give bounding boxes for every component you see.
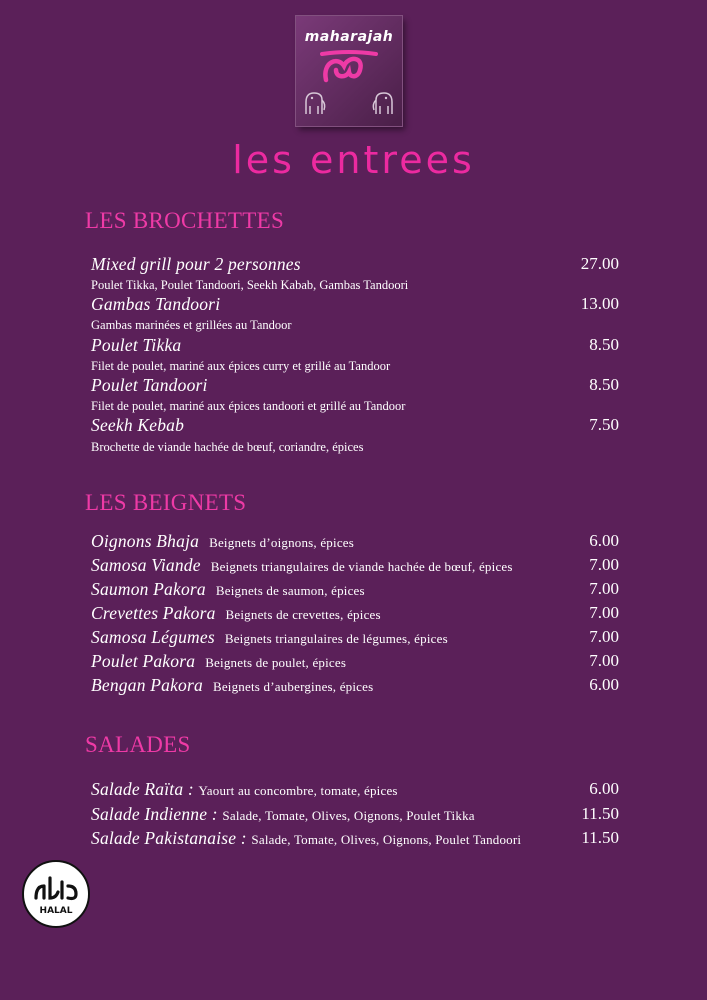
item-name: Saumon Pakora Beignets de saumon, épices	[91, 579, 365, 599]
item-price: 7.00	[589, 579, 619, 598]
elephant-icon	[302, 88, 328, 116]
page-title: les entrees	[232, 138, 475, 182]
item-name: Seekh Kebab	[91, 415, 185, 435]
halal-badge	[22, 860, 90, 928]
menu-item	[91, 828, 619, 852]
halal-label: HALAL	[39, 906, 73, 916]
menu-item	[91, 335, 619, 359]
item-description: Beignets de poulet, épices	[205, 655, 347, 670]
item-name: Oignons Bhaja Beignets d’oignons, épices	[91, 531, 355, 551]
menu-item	[91, 555, 619, 579]
menu-item	[91, 579, 619, 603]
item-description: Brochette de viande hachée de bœuf, coriandre, épices	[91, 440, 364, 454]
item-price: 7.50	[589, 415, 619, 434]
item-description: Salade, Tomate, Olives, Oignons, Poulet Tikka	[222, 808, 475, 823]
halal-arabic-icon	[32, 872, 80, 904]
menu-item	[91, 415, 619, 439]
item-name: Salade Pakistanaise : Salade, Tomate, Olives, Oignons, Poulet Tandoori	[91, 828, 522, 848]
menu-item	[91, 675, 619, 699]
section-title-salades: SALADES	[85, 732, 191, 757]
item-description: Beignets d’aubergines, épices	[212, 679, 374, 694]
item-description: Salade, Tomate, Olives, Oignons, Poulet Tandoori	[251, 832, 522, 847]
item-name: Poulet Pakora Beignets de poulet, épices	[91, 651, 347, 671]
item-price: 13.00	[580, 294, 619, 313]
m-emblem-icon	[314, 48, 384, 84]
item-price: 11.50	[581, 804, 619, 823]
item-name: Bengan Pakora Beignets d’aubergines, épices	[91, 675, 374, 695]
item-price: 7.00	[589, 555, 619, 574]
item-description: Beignets triangulaires de légumes, épices	[224, 631, 448, 646]
elephant-icon	[370, 88, 396, 116]
item-name: Crevettes Pakora Beignets de crevettes, épices	[91, 603, 381, 623]
item-description: Gambas marinées et grillées au Tandoor	[91, 318, 292, 332]
menu-item	[91, 779, 619, 803]
item-name: Samosa Légumes Beignets triangulaires de légumes, épices	[91, 627, 448, 647]
item-description: Filet de poulet, mariné aux épices curry et grillé au Tandoor	[91, 359, 391, 373]
item-description: Beignets triangulaires de viande hachée de bœuf, épices	[210, 559, 513, 574]
item-description: Beignets d’oignons, épices	[209, 535, 355, 550]
item-price: 7.00	[589, 651, 619, 670]
item-price: 7.00	[589, 603, 619, 622]
item-price: 6.00	[589, 675, 619, 694]
menu-item	[91, 603, 619, 627]
section-title-brochettes: LES BROCHETTES	[85, 208, 285, 233]
item-price: 6.00	[589, 531, 619, 550]
item-price: 8.50	[589, 375, 619, 394]
menu-item	[91, 804, 619, 828]
item-description: Beignets de saumon, épices	[215, 583, 365, 598]
item-price: 6.00	[589, 779, 619, 798]
menu-item	[91, 531, 619, 555]
section-title-beignets: LES BEIGNETS	[85, 490, 247, 515]
menu-item	[91, 294, 619, 318]
logo-name: maharajah	[304, 29, 394, 45]
item-description: Poulet Tikka, Poulet Tandoori, Seekh Kabab, Gambas Tandoori	[91, 278, 409, 292]
item-description: Filet de poulet, mariné aux épices tandoori et grillé au Tandoor	[91, 399, 406, 413]
item-name: Poulet Tandoori	[91, 375, 208, 395]
item-name: Gambas Tandoori	[91, 294, 221, 314]
item-price: 27.00	[580, 254, 619, 273]
item-name: Samosa Viande Beignets triangulaires de viande hachée de bœuf, épices	[91, 555, 513, 575]
restaurant-logo	[296, 16, 402, 126]
item-price: 8.50	[589, 335, 619, 354]
item-name: Poulet Tikka	[91, 335, 182, 355]
item-name: Salade Raïta : Yaourt au concombre, tomate, épices	[91, 779, 398, 799]
item-name: Mixed grill pour 2 personnes	[91, 254, 301, 274]
menu-item	[91, 651, 619, 675]
item-description: Beignets de crevettes, épices	[225, 607, 381, 622]
menu-item	[91, 254, 619, 278]
item-price: 11.50	[581, 828, 619, 847]
item-name: Salade Indienne : Salade, Tomate, Olives, Oignons, Poulet Tikka	[91, 804, 475, 824]
menu-item	[91, 627, 619, 651]
menu-item	[91, 375, 619, 399]
item-price: 7.00	[589, 627, 619, 646]
item-description: Yaourt au concombre, tomate, épices	[198, 783, 398, 798]
